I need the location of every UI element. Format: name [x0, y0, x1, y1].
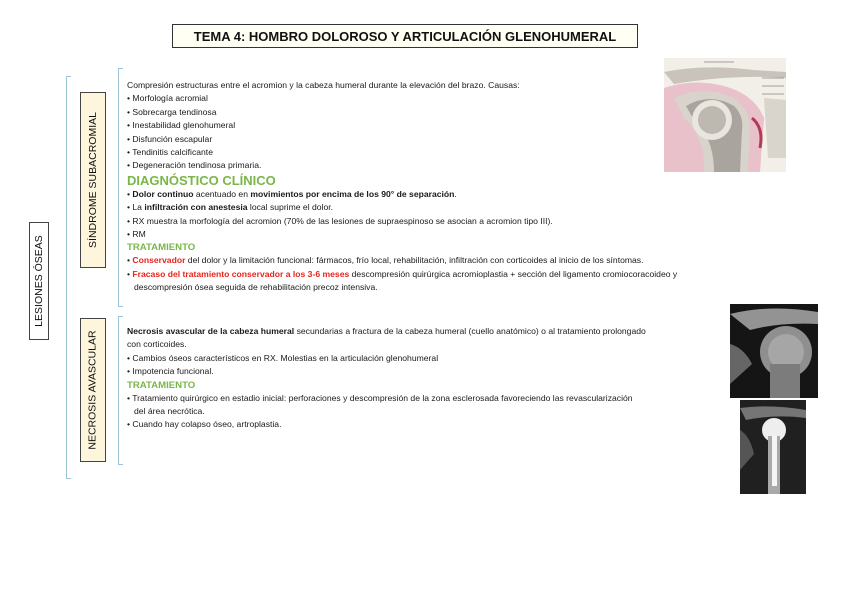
- outer-bracket-top: [66, 76, 71, 77]
- necrosis-bracket-top: [118, 316, 123, 317]
- necrosis-item: • Impotencia funcional.: [127, 365, 646, 378]
- necrosis-avascular-label: [80, 318, 106, 462]
- lesiones-oseas-label: [29, 222, 49, 340]
- trat-item-cont: descompresión ósea seguida de rehabilitación precoz intensiva.: [134, 282, 378, 293]
- necrosis-content: [127, 325, 646, 432]
- trat-item: • Conservador del dolor y la limitación funcional: fármacos, frío local, rehabilitación, infiltración con corticoides al inicio de los síntomas.: [127, 254, 677, 267]
- diagnostico-heading: DIAGNÓSTICO CLÍNICO: [127, 172, 276, 188]
- diag-item: • RX muestra la morfología del acromion (70% de las lesiones de supraespinoso se asocian a acromion tipo III).: [127, 215, 677, 228]
- cause-item: • Disfunción escapular: [127, 133, 677, 146]
- xray-arthroplasty-image: [740, 400, 806, 494]
- sindrome-subacromial-label: [80, 92, 106, 268]
- cause-item: • Tendinitis calcificante: [127, 146, 677, 159]
- necrosis-tratamiento-heading: TRATAMIENTO: [127, 379, 196, 391]
- diag-item: • La infiltración con anestesia local suprime el dolor.: [127, 201, 677, 214]
- necrosis-trat-item-cont: del área necrótica.: [134, 406, 205, 417]
- necrosis-intro: Necrosis avascular de la cabeza humeral secundarias a fractura de la cabeza humeral (cuello anatómico) o al tratamiento prolongado: [127, 326, 646, 336]
- page-title: TEMA 4: HOMBRO DOLOROSO Y ARTICULACIÓN GLENOHUMERAL: [172, 24, 638, 48]
- sindrome-bracket-bottom: [118, 306, 123, 307]
- sindrome-label-text: SÍNDROME SUBACROMIAL: [87, 112, 99, 248]
- cause-item: • Morfología acromial: [127, 92, 677, 105]
- necrosis-trat-item: • Tratamiento quirúrgico en estadio inicial: perforaciones y descompresión de la zona esclerosada favoreciendo las revascularización: [127, 392, 646, 405]
- necrosis-intro-cont: con corticoides.: [127, 339, 187, 350]
- sindrome-intro: Compresión estructuras entre el acromion y la cabeza humeral durante la elevación del brazo. Causas:: [127, 80, 520, 90]
- cause-item: • Sobrecarga tendinosa: [127, 106, 677, 119]
- outer-bracket: [66, 76, 67, 478]
- necrosis-bracket-bottom: [118, 464, 123, 465]
- lesiones-oseas-text: LESIONES ÓSEAS: [33, 235, 45, 327]
- xray-shoulder-image: [730, 304, 818, 398]
- diag-item: • Dolor continuo acentuado en movimientos por encima de los 90° de separación.: [127, 188, 677, 201]
- tratamiento-heading: TRATAMIENTO: [127, 242, 196, 254]
- trat-item: • Fracaso del tratamiento conservador a los 3-6 meses descompresión quirúrgica acromioplastia + sección del ligamento cromiocoracoideo y: [127, 268, 677, 281]
- sindrome-bracket-top: [118, 68, 123, 69]
- cause-item: • Inestabilidad glenohumeral: [127, 119, 677, 132]
- necrosis-label-text: NECROSIS AVASCULAR: [87, 330, 100, 450]
- necrosis-trat-item: • Cuando hay colapso óseo, artroplastia.: [127, 418, 646, 431]
- outer-bracket-bottom: [66, 478, 71, 479]
- sindrome-content: [127, 79, 677, 295]
- sindrome-bracket: [118, 68, 119, 306]
- necrosis-item: • Cambios óseos característicos en RX. Molestias en la articulación glenohumeral: [127, 352, 646, 365]
- shoulder-anatomy-image: [664, 58, 786, 172]
- necrosis-bracket: [118, 316, 119, 464]
- cause-item: • Degeneración tendinosa primaria.: [127, 159, 677, 172]
- diag-item: • RM: [127, 228, 677, 241]
